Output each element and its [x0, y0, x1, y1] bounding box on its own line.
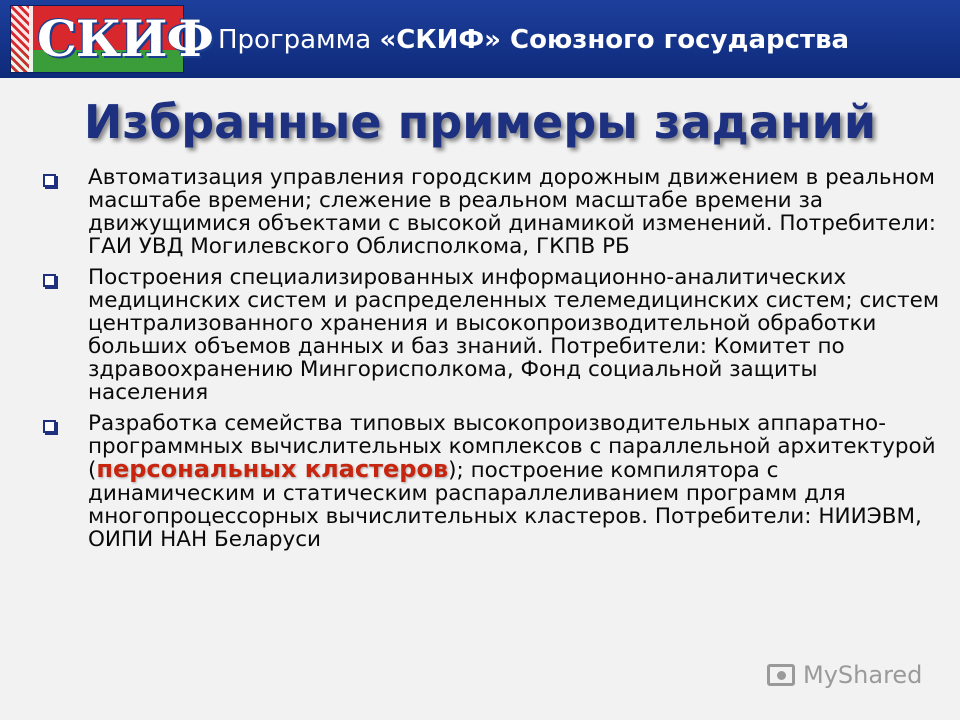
logo-text: СКИФ — [37, 9, 213, 68]
slide-title: Избранные примеры заданий — [83, 95, 877, 149]
header-title — [218, 22, 948, 58]
list-item-text: Построения специализированных информационно-аналитических медицинских систем и распределенных телемедицинских систем; систем централизованного хранения и высокопроизводительной обработки больших объемов данных и баз знаний. Потребители: Комитет по здравоохранению Мингорисполкома, Фонд социальной защиты населения — [88, 265, 940, 405]
highlight-text: персональных кластеров — [96, 455, 449, 483]
checkbox-bullet-icon — [43, 174, 56, 187]
header-title-prefix: Программа — [218, 25, 380, 55]
skif-logo — [10, 5, 213, 73]
list-item-text-before: Разработка семейства типовых высокопроизводительных аппаратно-программных вычислительных комплексов с параллельной архитектурой ( — [88, 411, 936, 483]
watermark-text: MyShared — [803, 661, 923, 689]
checkbox-bullet-icon — [43, 274, 56, 287]
list-item-text: Автоматизация управления городским дорожным движением в реальном масштабе времени; слежение в реальном масштабе времени за движущимися объектами с высокой динамикой изменений. Потребители: ГАИ УВД Могилевского Облисполкома, ГКПВ РБ — [88, 165, 937, 259]
header-band — [0, 0, 960, 78]
ornament-icon — [11, 6, 33, 72]
list-item — [40, 166, 940, 258]
list-item-text-after: ); построение компилятора с динамическим и статическим распараллеливанием программ для многопроцессорных вычислительных кластеров. Потребители: НИИЭВМ, ОИПИ НАН Беларуси — [88, 458, 922, 552]
checkbox-bullet-icon — [43, 420, 56, 433]
watermark — [767, 658, 937, 692]
list-item — [40, 412, 940, 551]
list-item — [40, 266, 940, 404]
task-list — [40, 166, 940, 559]
header-title-main: «СКИФ» Союзного государства — [379, 25, 850, 55]
myshared-logo-icon — [767, 662, 797, 688]
list-item-text — [88, 412, 940, 551]
